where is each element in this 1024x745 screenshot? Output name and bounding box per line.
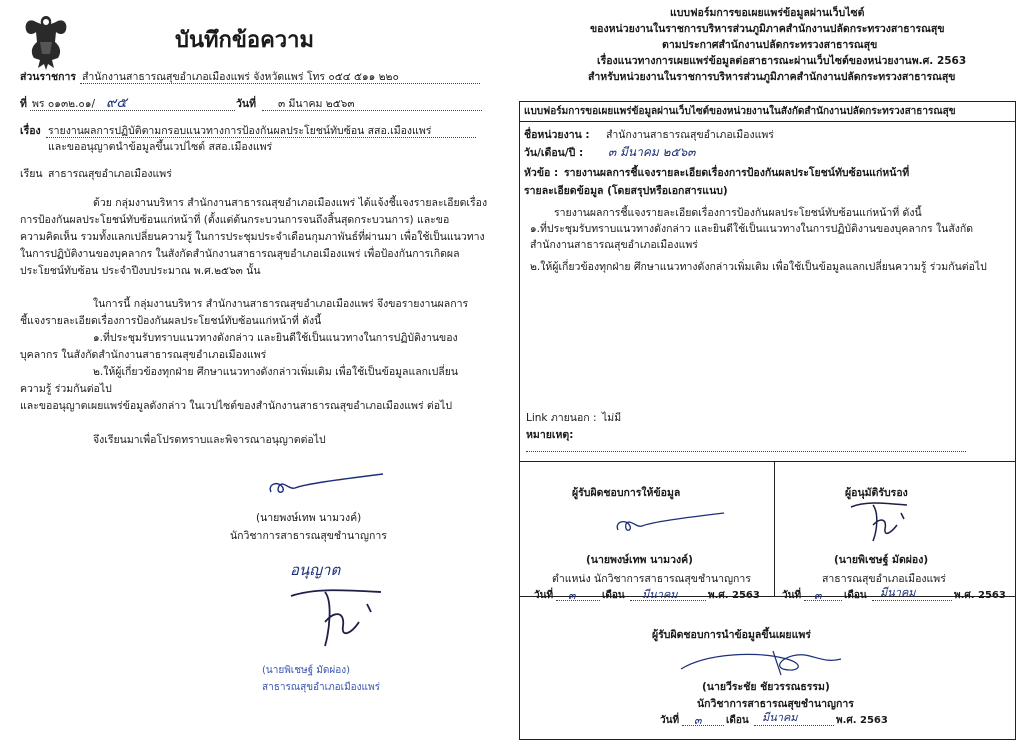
para2-line: บุคลากร ในสังกัดสำนักงานสาธารณสุขอำเภอเมืองแพร่ bbox=[20, 349, 267, 361]
pub-day-hand: ๓ bbox=[694, 714, 702, 727]
pub-month-label: เดือน bbox=[726, 715, 749, 726]
garuda-emblem-icon bbox=[22, 12, 70, 72]
signature-pongthep bbox=[265, 470, 395, 500]
pub-title: ผู้รับผิดชอบการนำข้อมูลขึ้นเผยแพร่ bbox=[652, 629, 811, 641]
resp-year: พ.ศ. 2563 bbox=[708, 590, 760, 601]
form-page bbox=[512, 0, 1024, 745]
pub-name: (นายวีระชัย ชัยวรรณธรรม) bbox=[702, 681, 830, 693]
para1-line: ประโยชน์ทับซ้อน ประจำปีงบประมาณ พ.ศ.๒๕๖๓ นั้น bbox=[20, 265, 261, 277]
ref-label: ที่ bbox=[20, 98, 27, 110]
form-box-title: แบบฟอร์มการขอเผยแพร่ข้อมูลผ่านเว็บไซต์ของหน่วยงานในสังกัดสำนักงานปลัดกระทรวงสาธารณสุข bbox=[524, 106, 956, 117]
resp-title: ผู้รับผิดชอบการให้ข้อมูล bbox=[572, 487, 681, 499]
approver-position: สาธารณสุขอำเภอเมืองแพร่ bbox=[822, 573, 946, 585]
date-handwritten: ๓ มีนาคม ๒๕๖๓ bbox=[608, 145, 696, 159]
approve-handwritten: อนุญาต bbox=[290, 561, 341, 579]
date-value: ๓ มีนาคม ๒๕๖๓ bbox=[278, 98, 355, 110]
note-label: หมายเหตุ: bbox=[526, 429, 574, 441]
detail-line: สำนักงานสาธารณสุขอำเภอเมืองแพร่ bbox=[530, 239, 698, 251]
detail-label: รายละเอียดข้อมูล (โดยสรุปหรือเอกสารแนบ) bbox=[524, 185, 728, 197]
approver-month-hand: มีนาคม bbox=[880, 586, 916, 599]
resp-position: ตำแหน่ง นักวิชาการสาธารณสุขชำนาญการ bbox=[552, 573, 751, 585]
topic-value: รายงานผลการชี้แจงรายละเอียดเรื่องการป้องกันผลประโยชน์ทับซ้อนแก่หน้าที่ bbox=[564, 167, 910, 179]
para2-line: ชี้แจงรายละเอียดเรื่องการป้องกันผลประโยชน์ทับซ้อนแก่หน้าที่ ดังนี้ bbox=[20, 315, 322, 327]
agency-value: สำนักงานสาธารณสุขอำเภอเมืองแพร่ จังหวัดแพร่ โทร ๐๕๔ ๕๑๑ ๒๒๐ bbox=[82, 71, 399, 83]
form-header-line: แบบฟอร์มการขอเผยแพร่ข้อมูลผ่านเว็บไซต์ bbox=[670, 7, 865, 19]
approver-day-hand: ๓ bbox=[814, 589, 822, 602]
form-header-line: เรื่องแนวทางการเผยแพร่ข้อมูลต่อสาธารณะผ่านเว็บไซต์ของหน่วยงานพ.ศ. 2563 bbox=[597, 55, 967, 67]
approver-title: ผู้อนุมัติรับรอง bbox=[845, 487, 908, 499]
form-header-line: สำหรับหน่วยงานในราชการบริหารส่วนภูมิภาคสำนักงานปลัดกระทรวงสาธารณสุข bbox=[588, 71, 956, 83]
form-header-line: ตามประกาศสำนักงานปลัดกระทรวงสาธารณสุข bbox=[662, 39, 878, 51]
para1-line: ความคิดเห็น รวมทั้งแลกเปลี่ยนความรู้ ในการประชุมประจำเดือนกุมภาพันธ์ที่ผ่านมา เพื่อใช้เป็นแนวทาง bbox=[20, 231, 485, 243]
signature-pichet bbox=[285, 582, 395, 654]
link-value: ไม่มี bbox=[602, 412, 622, 424]
signature-resp bbox=[612, 510, 732, 536]
subject-label: เรื่อง bbox=[20, 125, 41, 137]
para2-line: ๑.ที่ประชุมรับทราบแนวทางดังกล่าว และยินดีใช้เป็นแนวทางในการปฏิบัติงานของ bbox=[93, 332, 458, 344]
ref-handwritten: ๙๕ bbox=[106, 95, 127, 111]
resp-month-label: เดือน bbox=[602, 590, 625, 601]
para2-line: ในการนี้ กลุ่มงานบริหาร สำนักงานสาธารณสุขอำเภอเมืองแพร่ จึงขอรายงานผลการ bbox=[93, 298, 469, 310]
approver-day-label: วันที่ bbox=[782, 590, 802, 601]
signer1-name: (นายพงษ์เทพ นามวงค์) bbox=[256, 512, 362, 524]
date-label: วัน/เดือน/ปี : bbox=[524, 147, 584, 159]
para1-line: ด้วย กลุ่มงานบริหาร สำนักงานสาธารณสุขอำเภอเมืองแพร่ ได้แจ้งชี้แจงรายละเอียดเรื่อง bbox=[93, 197, 488, 209]
para2-line: ความรู้ ร่วมกันต่อไป bbox=[20, 383, 112, 395]
approver-month-label: เดือน bbox=[844, 590, 867, 601]
subject-line1: รายงานผลการปฏิบัติตามกรอบแนวทางการป้องกันผลประโยชน์ทับซ้อน สสอ.เมืองแพร่ bbox=[48, 125, 432, 137]
approver-name: (นายพิเชษฐ์ มัดผ่อง) bbox=[834, 554, 929, 566]
pub-position: นักวิชาการสาธารณสุขชำนาญการ bbox=[697, 698, 854, 710]
to-label: เรียน bbox=[20, 168, 43, 180]
para1-line: ในการปฏิบัติงานของบุคลากร ในสังกัดสำนักงานสาธารณสุขอำเภอเมืองแพร่ เพื่อป้องกันการเกิดผล bbox=[20, 248, 460, 260]
para2-line: และขออนุญาตเผยแพร่ข้อมูลดังกล่าว ในเวปไซต์ของสำนักงานสาธารณสุขอำเภอเมืองแพร่ ต่อไป bbox=[20, 400, 453, 412]
agency-label: ส่วนราชการ bbox=[20, 71, 77, 83]
pub-month-hand: มีนาคม bbox=[762, 711, 798, 724]
to-value: สาธารณสุขอำเภอเมืองแพร่ bbox=[48, 168, 172, 180]
memo-title: บันทึกข้อความ bbox=[175, 28, 315, 53]
detail-line: รายงานผลการชี้แจงรายละเอียดเรื่องการป้องกันผลประโยชน์ทับซ้อนแก่หน้าที่ ดังนี้ bbox=[554, 207, 922, 219]
resp-month-hand: มีนาคม bbox=[642, 588, 678, 601]
closing-text: จึงเรียนมาเพื่อโปรดทราบและพิจารณาอนุญาตต่อไป bbox=[93, 434, 326, 446]
resp-day-hand: ๓ bbox=[568, 589, 576, 602]
unit-label: ชื่อหน่วยงาน : bbox=[524, 129, 590, 141]
resp-name: (นายพงษ์เทพ นามวงค์) bbox=[586, 554, 693, 566]
ref-value: พร ๐๑๓๒.๐๑/ bbox=[32, 98, 96, 110]
approver-year: พ.ศ. 2563 bbox=[954, 590, 1006, 601]
para2-line: ๒.ให้ผู้เกี่ยวข้องทุกฝ่าย ศึกษาแนวทางดังกล่าวเพิ่มเติม เพื่อใช้เป็นข้อมูลแลกเปลี่ยน bbox=[93, 366, 459, 378]
signature-approver bbox=[847, 497, 917, 545]
para1-line: การป้องกันผลประโยชน์ทับซ้อนแก่หน้าที่ (ตั้งแต่ต้นกระบวนการจนถึงสิ้นสุดกระบวนการ) และขอ bbox=[20, 214, 450, 226]
detail-line: ๑.ที่ประชุมรับทราบแนวทางดังกล่าว และยินดีใช้เป็นแนวทางในการปฏิบัติงานของบุคลากร ในสังกัด bbox=[530, 223, 974, 235]
signer1-title: นักวิชาการสาธารณสุขชำนาญการ bbox=[230, 530, 387, 542]
signer2-name: (นายพิเชษฐ์ มัดผ่อง) bbox=[262, 665, 351, 676]
subject-line2: และขออนุญาตนำข้อมูลขึ้นเวปไซต์ สสอ.เมืองแพร่ bbox=[48, 141, 273, 153]
signer2-title: สาธารณสุขอำเภอเมืองแพร่ bbox=[262, 682, 380, 693]
link-label: Link ภายนอก : bbox=[526, 412, 597, 424]
signature-publisher bbox=[677, 645, 847, 679]
pub-year: พ.ศ. 2563 bbox=[836, 715, 888, 726]
unit-value: สำนักงานสาธารณสุขอำเภอเมืองแพร่ bbox=[606, 129, 774, 141]
date-label: วันที่ bbox=[236, 98, 256, 110]
detail-line: ๒.ให้ผู้เกี่ยวข้องทุกฝ่าย ศึกษาแนวทางดังกล่าวเพิ่มเติม เพื่อใช้เป็นข้อมูลแลกเปลี่ยนความรู้ ร่วมกันต่อไป bbox=[530, 261, 987, 273]
form-header-line: ของหน่วยงานในราชการบริหารส่วนภูมิภาคสำนักงานปลัดกระทรวงสาธารณสุข bbox=[590, 23, 945, 35]
resp-day-label: วันที่ bbox=[534, 590, 554, 601]
pub-day-label: วันที่ bbox=[660, 715, 680, 726]
topic-label: หัวข้อ : bbox=[524, 167, 559, 179]
